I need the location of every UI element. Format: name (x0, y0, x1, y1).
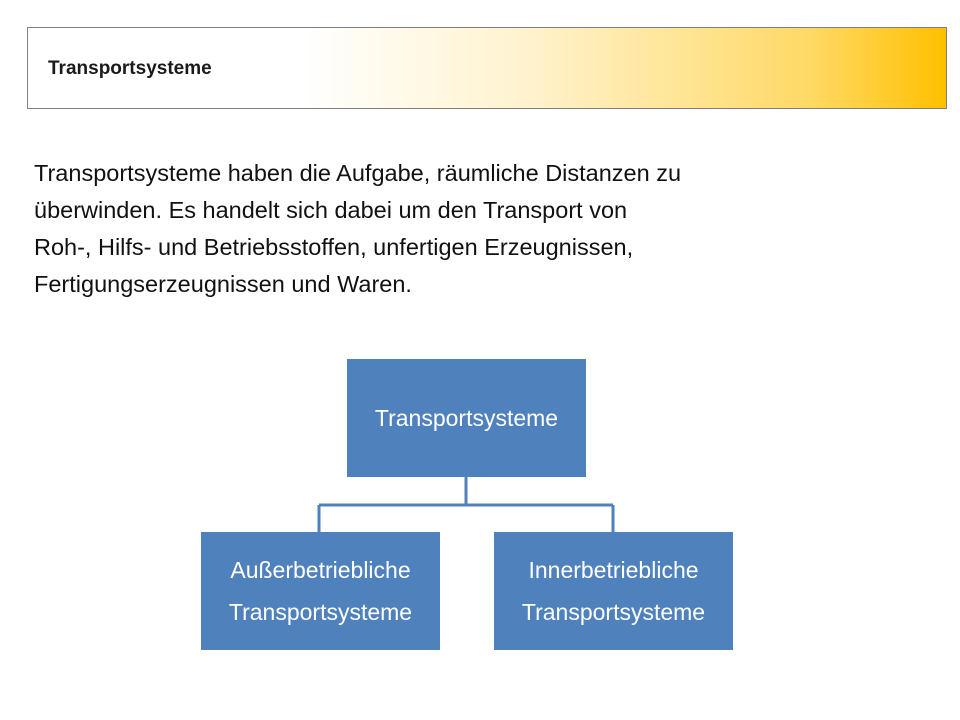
child-node-label-line1: Außerbetriebliche (230, 557, 411, 583)
diagram-child-node-internal (494, 532, 733, 650)
root-node-label: Transportsysteme (374, 405, 559, 431)
slide-title: Transportsysteme (48, 58, 212, 79)
child-node-label-line2: Transportsysteme (521, 599, 706, 625)
child-node-label-line2: Transportsysteme (228, 599, 413, 625)
diagram-root-node (347, 359, 586, 477)
body-line: Roh-, Hilfs- und Betriebsstoffen, unfertigen Erzeugnissen, (34, 234, 634, 260)
body-line: Fertigungserzeugnissen und Waren. (34, 271, 412, 297)
child-node-label-line1: Innerbetriebliche (528, 557, 699, 583)
body-line: Transportsysteme haben die Aufgabe, räumliche Distanzen zu (34, 160, 682, 186)
diagram-child-node-external (201, 532, 440, 650)
body-line: überwinden. Es handelt sich dabei um den Transport von (34, 197, 628, 223)
